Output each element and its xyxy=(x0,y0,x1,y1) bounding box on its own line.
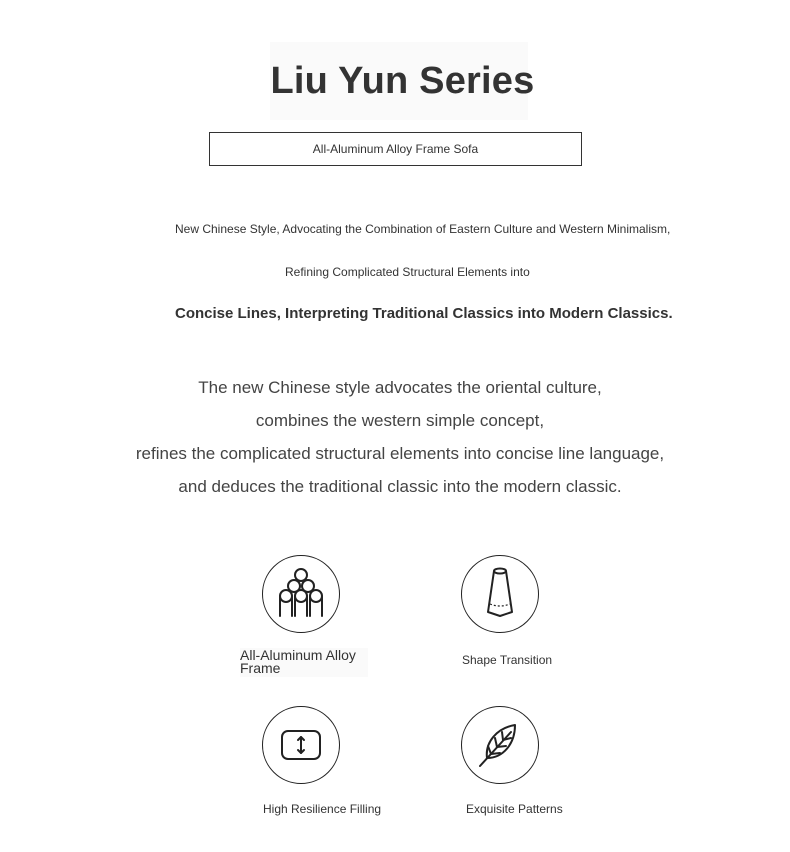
page-title: Liu Yun Series xyxy=(270,60,535,102)
title-block xyxy=(270,42,535,120)
slogan-line-3: Concise Lines, Interpreting Traditional Classics into Modern Classics. xyxy=(175,305,673,322)
description-line-2: combines the western simple concept, xyxy=(255,411,545,430)
subtitle-box xyxy=(209,132,582,166)
subtitle-text: All-Aluminum Alloy Frame Sofa xyxy=(312,142,479,156)
description-line-1: The new Chinese style advocates the oriental culture, xyxy=(198,378,602,397)
slogan-line-2: Refining Complicated Structural Elements into xyxy=(285,265,530,279)
description-line-4: and deduces the traditional classic into the modern classic. xyxy=(178,477,622,496)
leaf-pattern-icon xyxy=(461,706,539,784)
feature-label-shape-transition: Shape Transition xyxy=(462,653,553,667)
slogan-line-1: New Chinese Style, Advocating the Combination of Eastern Culture and Western Minimalism, xyxy=(175,222,671,236)
description-line-3: refines the complicated structural elements into concise line language, xyxy=(135,444,665,463)
cone-shape-icon xyxy=(461,555,539,633)
aluminum-tubes-icon xyxy=(262,555,340,633)
cushion-resilience-icon xyxy=(262,706,340,784)
feature-label-exquisite-patterns: Exquisite Patterns xyxy=(466,802,563,816)
feature-label-aluminum-frame: All-Aluminum Alloy Frame xyxy=(240,648,368,677)
feature-label-resilience-filling: High Resilience Filling xyxy=(263,802,382,816)
